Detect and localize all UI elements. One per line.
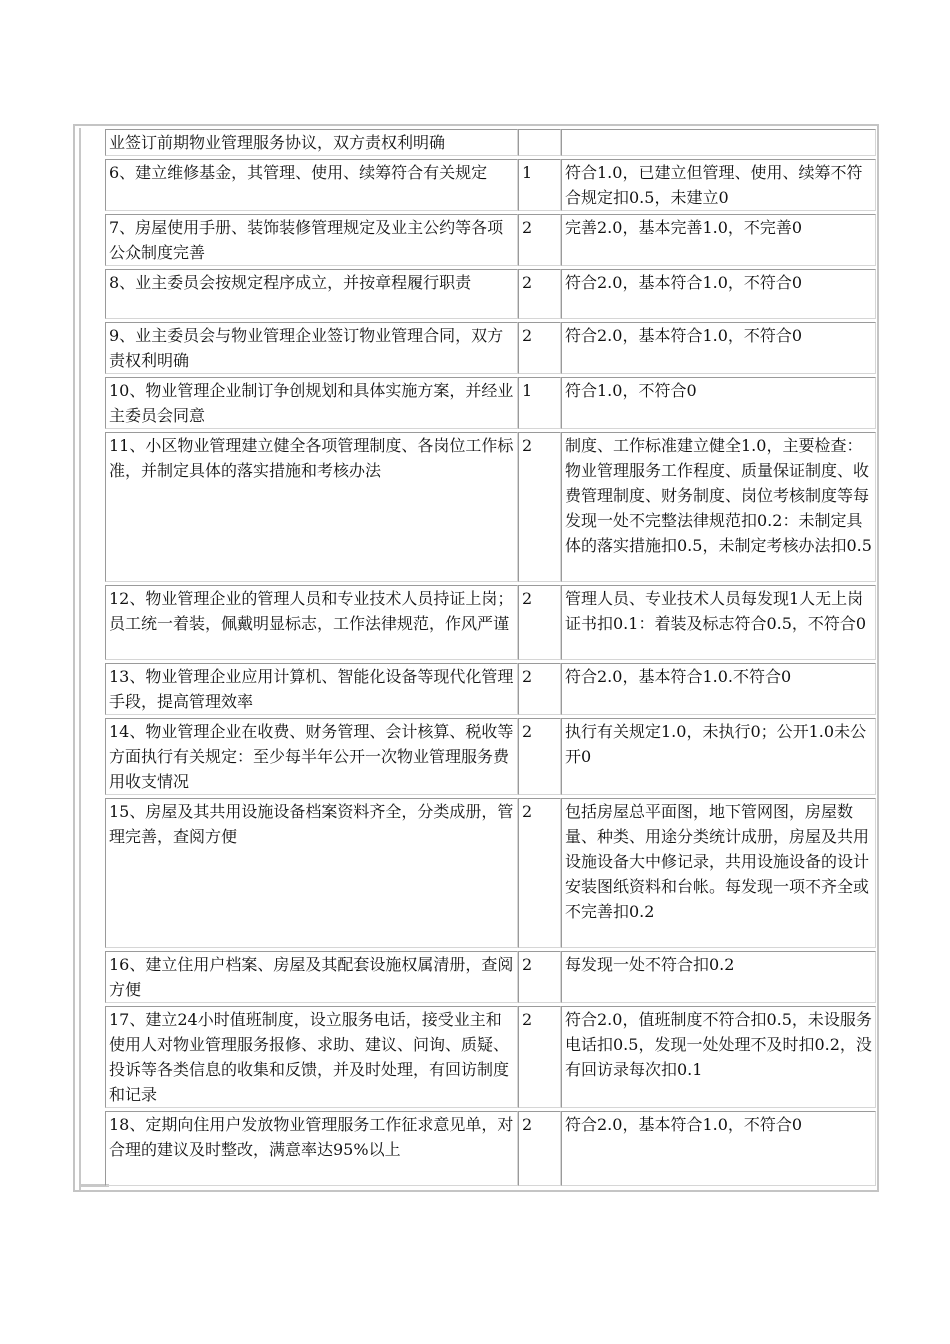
score-cell: 2 [518,663,561,715]
table-row [105,718,876,795]
table-row [105,1006,876,1108]
criteria-cell: 包括房屋总平面图，地下管网图，房屋数量、种类、用途分类统计成册，房屋及共用设施设备大中修记录，共用设施设备的设计安装图纸资料和台帐。每发现一项不齐全或不完善扣0.2 [561,798,876,948]
score-cell: 2 [518,322,561,374]
criteria-cell: 符合2.0，基本符合1.0，不符合0 [561,269,876,319]
table-row [105,951,876,1003]
property-management-evaluation-table [105,126,876,1189]
item-cell: 16、建立住用户档案、房屋及其配套设施权属清册，查阅方便 [105,951,518,1003]
criteria-cell: 完善2.0，基本完善1.0，不完善0 [561,214,876,266]
table-row [105,159,876,211]
item-cell: 17、建立24小时值班制度，设立服务电话，接受业主和使用人对物业管理服务报修、求助、建议、问询、质疑、投诉等各类信息的收集和反馈，并及时处理，有回访制度和记录 [105,1006,518,1108]
table-row [105,214,876,266]
item-cell: 业签订前期物业管理服务协议，双方责权利明确 [105,129,518,156]
score-cell: 2 [518,718,561,795]
table-row [105,663,876,715]
criteria-cell: 符合1.0，已建立但管理、使用、续筹不符合规定扣0.5，未建立0 [561,159,876,211]
table-row [105,585,876,660]
score-cell [518,129,561,156]
table-row [105,432,876,582]
score-cell: 2 [518,798,561,948]
criteria-cell: 符合2.0，值班制度不符合扣0.5，未设服务电话扣0.5，发现一处处理不及时扣0.2，没有回访录每次扣0.1 [561,1006,876,1108]
score-cell: 1 [518,377,561,429]
item-cell: 7、房屋使用手册、装饰装修管理规定及业主公约等各项公众制度完善 [105,214,518,266]
score-cell: 2 [518,269,561,319]
criteria-cell: 符合2.0，基本符合1.0，不符合0 [561,1111,876,1186]
item-cell: 18、定期向住用户发放物业管理服务工作征求意见单，对合理的建议及时整改，满意率达95%以上 [105,1111,518,1186]
criteria-cell: 执行有关规定1.0，未执行0；公开1.0未公开0 [561,718,876,795]
score-cell: 2 [518,951,561,1003]
score-cell: 2 [518,432,561,582]
score-cell: 2 [518,214,561,266]
table-row [105,1111,876,1186]
table-row [105,322,876,374]
criteria-cell: 管理人员、专业技术人员每发现1人无上岗证书扣0.1：着装及标志符合0.5，不符合0 [561,585,876,660]
criteria-cell: 符合2.0，基本符合1.0，不符合0 [561,322,876,374]
score-cell: 1 [518,159,561,211]
criteria-cell: 符合1.0，不符合0 [561,377,876,429]
item-cell: 14、物业管理企业在收费、财务管理、会计核算、税收等方面执行有关规定：至少每半年公开一次物业管理服务费用收支情况 [105,718,518,795]
score-cell: 2 [518,1006,561,1108]
criteria-cell: 制度、工作标准建立健全1.0，主要检查：物业管理服务工作程度、质量保证制度、收费管理制度、财务制度、岗位考核制度等每发现一处不完整法律规范扣0.2：未制定具体的落实措施扣0.5，未制定考核办法扣0.5 [561,432,876,582]
table-row [105,377,876,429]
item-cell: 13、物业管理企业应用计算机、智能化设备等现代化管理手段，提高管理效率 [105,663,518,715]
score-cell: 2 [518,1111,561,1186]
item-cell: 12、物业管理企业的管理人员和专业技术人员持证上岗；员工统一着装，佩戴明显标志，工作法律规范，作风严谨 [105,585,518,660]
item-cell: 9、业主委员会与物业管理企业签订物业管理合同，双方责权利明确 [105,322,518,374]
inner-left-border [79,128,81,1190]
item-cell: 6、建立维修基金，其管理、使用、续筹符合有关规定 [105,159,518,211]
table-row [105,269,876,319]
table-row [105,798,876,948]
item-cell: 15、房屋及其共用设施设备档案资料齐全，分类成册，管理完善，查阅方便 [105,798,518,948]
criteria-cell [561,129,876,156]
table-row [105,129,876,156]
score-cell: 2 [518,585,561,660]
item-cell: 11、小区物业管理建立健全各项管理制度、各岗位工作标准，并制定具体的落实措施和考核办法 [105,432,518,582]
criteria-cell: 符合2.0，基本符合1.0.不符合0 [561,663,876,715]
item-cell: 10、物业管理企业制订争创规划和具体实施方案，并经业主委员会同意 [105,377,518,429]
item-cell: 8、业主委员会按规定程序成立，并按章程履行职责 [105,269,518,319]
criteria-cell: 每发现一处不符合扣0.2 [561,951,876,1003]
